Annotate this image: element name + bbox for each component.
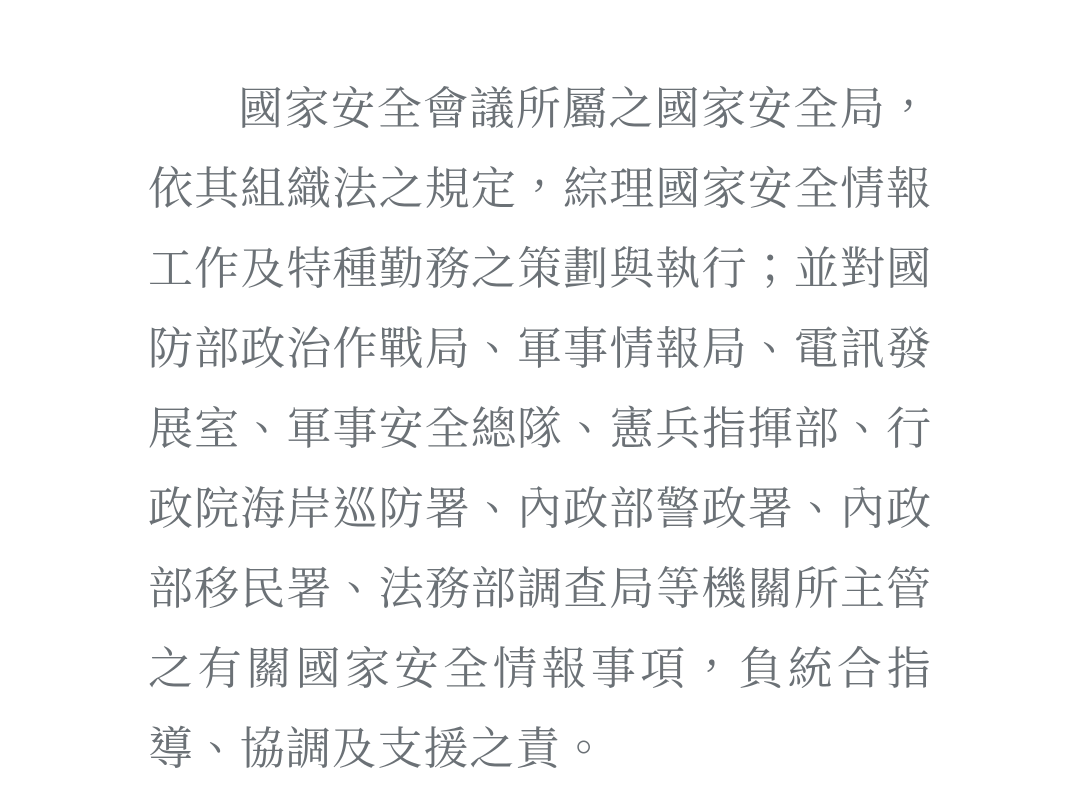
body-paragraph: 國家安全會議所屬之國家安全局，依其組織法之規定，綜理國家安全情報工作及特種勤務之策劃與執行；並對國防部政治作戰局、軍事情報局、電訊發展室、軍事安全總隊、憲兵指揮部、行政院海岸巡防署、內政部警政署、內政部移民署、法務部調查局等機關所主管之有關國家安全情報事項，負統合指導、協調及支援之責。 xyxy=(148,82,932,775)
